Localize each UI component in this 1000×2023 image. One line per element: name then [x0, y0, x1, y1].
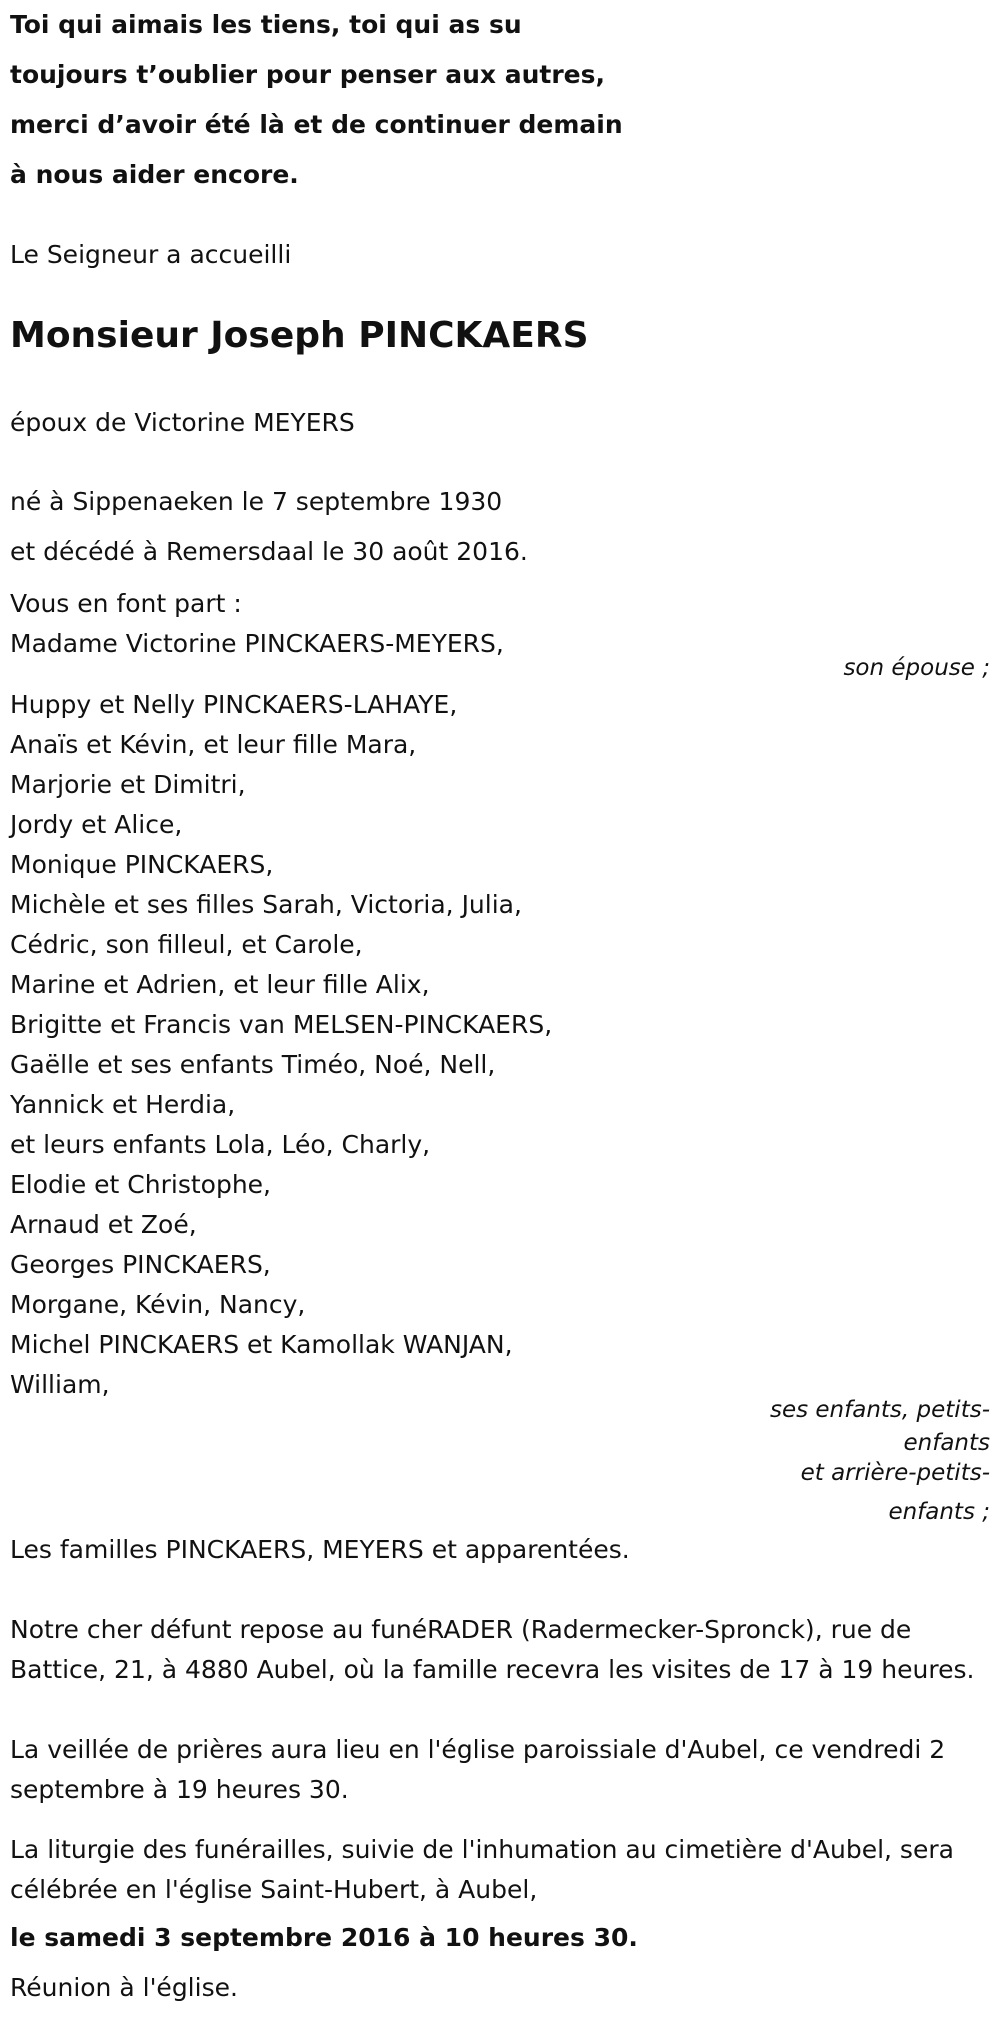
family-line: Jordy et Alice,	[10, 810, 183, 839]
intro-text: Le Seigneur a accueilli	[10, 240, 292, 269]
quote-line-4: à nous aider encore.	[10, 160, 299, 189]
children-role	[770, 1390, 990, 1534]
spouse-role: son épouse ;	[843, 655, 990, 681]
family-line: Marine et Adrien, et leur fille Alix,	[10, 970, 430, 999]
children-role-line: ses enfants, petits-	[769, 1397, 990, 1423]
family-line: Michel PINCKAERS et Kamollak WANJAN,	[10, 1330, 513, 1359]
funeral-date: le samedi 3 septembre 2016 à 10 heures 30.	[10, 1923, 638, 1952]
children-role-line: et arrière-petits-	[800, 1460, 990, 1486]
family-line: Morgane, Kévin, Nancy,	[10, 1290, 306, 1319]
family-line: Georges PINCKAERS,	[10, 1250, 271, 1279]
children-role-line: enfants ;	[888, 1499, 990, 1525]
repose-paragraph: Notre cher défunt repose au funéRADER (Radermecker-Spronck), rue de Battice, 21, à 4880 Aubel, où la famille recevra les visites de 17 à 19 heures.	[10, 1615, 975, 1684]
family-line: William,	[10, 1370, 110, 1399]
quote-line-1: Toi qui aimais les tiens, toi qui as su	[10, 10, 522, 39]
quote-line-2: toujours t’oublier pour penser aux autres,	[10, 60, 606, 89]
family-line: Cédric, son filleul, et Carole,	[10, 930, 363, 959]
family-line: Brigitte et Francis van MELSEN-PINCKAERS,	[10, 1010, 553, 1039]
quote-line-3: merci d’avoir été là et de continuer demain	[10, 110, 623, 139]
meeting-line: Réunion à l'église.	[10, 1973, 238, 2002]
family-line: Marjorie et Dimitri,	[10, 770, 246, 799]
family-line: Anaïs et Kévin, et leur fille Mara,	[10, 730, 417, 759]
family-line: Huppy et Nelly PINCKAERS-LAHAYE,	[10, 690, 458, 719]
family-line: Arnaud et Zoé,	[10, 1210, 197, 1239]
death-line: et décédé à Remersdaal le 30 août 2016.	[10, 537, 528, 566]
family-line: Monique PINCKAERS,	[10, 850, 274, 879]
vigil-paragraph: La veillée de prières aura lieu en l'église paroissiale d'Aubel, ce vendredi 2 septembre à 19 heures 30.	[10, 1735, 946, 1804]
announce-text: Vous en font part :	[10, 589, 242, 618]
spouse-entry: Madame Victorine PINCKAERS-MEYERS,	[10, 629, 504, 658]
children-role-line: enfants	[903, 1430, 990, 1456]
deceased-name: Monsieur Joseph PINCKAERS	[10, 315, 589, 356]
family-line: Elodie et Christophe,	[10, 1170, 271, 1199]
family-line: Michèle et ses filles Sarah, Victoria, Julia,	[10, 890, 522, 919]
spouse-line: époux de Victorine MEYERS	[10, 408, 355, 437]
families-line: Les familles PINCKAERS, MEYERS et apparentées.	[10, 1535, 630, 1564]
family-line: Yannick et Herdia,	[10, 1090, 236, 1119]
family-line: Gaëlle et ses enfants Timéo, Noé, Nell,	[10, 1050, 496, 1079]
family-line: et leurs enfants Lola, Léo, Charly,	[10, 1130, 431, 1159]
birth-line: né à Sippenaeken le 7 septembre 1930	[10, 487, 503, 516]
liturgy-paragraph: La liturgie des funérailles, suivie de l'inhumation au cimetière d'Aubel, sera célébrée en l'église Saint-Hubert, à Aubel,	[10, 1835, 954, 1904]
